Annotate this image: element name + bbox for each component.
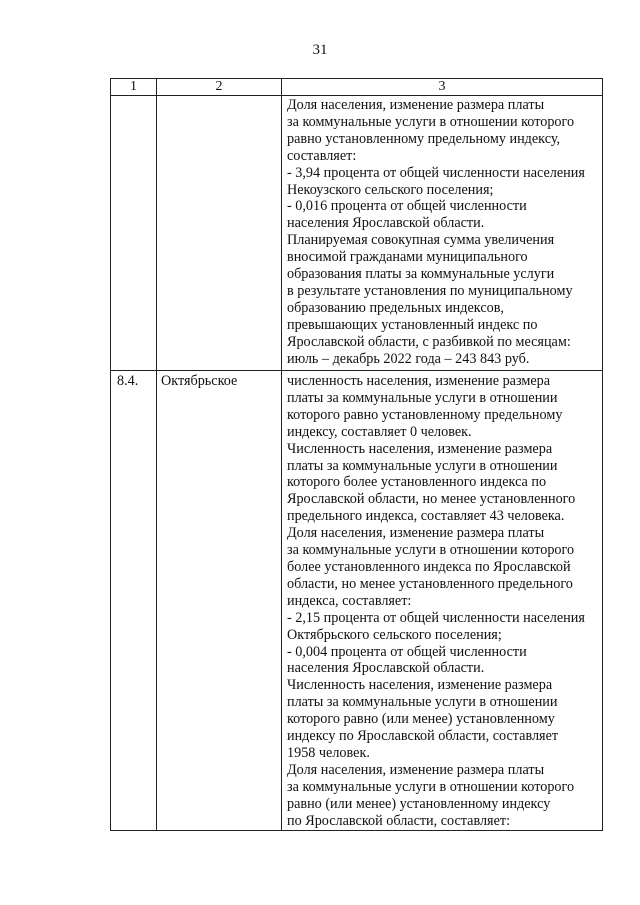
table-row: [111, 371, 603, 831]
row-description: [282, 96, 603, 371]
text-line: за коммунальные услуги в отношении которого: [287, 542, 575, 559]
text-line: которого равно установленному предельному: [287, 406, 563, 423]
text-line: которого равно (или менее) установленному: [287, 711, 555, 728]
text-line: составляет:: [287, 147, 357, 164]
text-line: - 0,004 процента от общей численности: [287, 643, 527, 660]
text-line: образования платы за коммунальные услуги: [287, 266, 555, 283]
text-line: Доля населения, изменение размера платы: [287, 761, 545, 778]
table-row: [111, 96, 603, 371]
column-header-2: 2: [157, 79, 282, 96]
text-line: превышающих установленный индекс по: [287, 316, 538, 333]
text-line: индексу, составляет 0 человек.: [287, 423, 472, 440]
column-header-1: 1: [111, 79, 157, 96]
text-line: - 3,94 процента от общей численности населения: [287, 164, 585, 181]
text-line: за коммунальные услуги в отношении которого: [287, 778, 575, 795]
text-line: 1958 человек.: [287, 744, 370, 761]
text-line: равно установленному предельному индексу,: [287, 130, 561, 147]
text-line: которого более установленного индекса по: [287, 474, 547, 491]
text-line: Ярославской области, но менее установленного: [287, 491, 576, 508]
text-line: - 2,15 процента от общей численности населения: [287, 609, 585, 626]
document-table: [110, 78, 603, 831]
text-line: Ярославской области, с разбивкой по месяцам:: [287, 333, 571, 350]
text-line: населения Ярославской области.: [287, 660, 485, 677]
text-line: предельного индекса, составляет 43 человека.: [287, 508, 565, 525]
text-line: платы за коммунальные услуги в отношении: [287, 389, 558, 406]
text-line: Планируемая совокупная сумма увеличения: [287, 232, 555, 249]
text-line: Октябрьского сельского поселения;: [287, 626, 502, 643]
text-line: июль – декабрь 2022 года – 243 843 руб.: [287, 350, 530, 367]
row-description: [282, 371, 603, 831]
text-line: образованию предельных индексов,: [287, 299, 504, 316]
column-header-3: 3: [282, 79, 603, 96]
row-number: 8.4.: [111, 371, 157, 831]
table-header-row: [111, 79, 603, 96]
text-line: платы за коммунальные услуги в отношении: [287, 694, 558, 711]
text-line: индекса, составляет:: [287, 592, 412, 609]
text-line: индексу по Ярославской области, составляет: [287, 728, 559, 745]
text-line: населения Ярославской области.: [287, 215, 485, 232]
page-number: 31: [312, 42, 328, 58]
text-line: по Ярославской области, составляет:: [287, 812, 511, 829]
text-line: Доля населения, изменение размера платы: [287, 525, 545, 542]
text-line: Некоузского сельского поселения;: [287, 181, 494, 198]
text-line: области, но менее установленного предельного: [287, 575, 573, 592]
text-line: за коммунальные услуги в отношении которого: [287, 113, 575, 130]
row-settlement-name: Октябрьское: [157, 371, 282, 831]
text-line: - 0,016 процента от общей численности: [287, 198, 527, 215]
text-line: вносимой гражданами муниципального: [287, 249, 528, 266]
text-line: Численность населения, изменение размера: [287, 677, 553, 694]
text-line: равно (или менее) установленному индексу: [287, 795, 551, 812]
text-line: более установленного индекса по Ярославской: [287, 558, 571, 575]
row-settlement-name: [157, 96, 282, 371]
text-line: Численность населения, изменение размера: [287, 440, 553, 457]
text-line: численность населения, изменение размера: [287, 373, 551, 389]
text-line: Доля населения, изменение размера платы: [287, 97, 545, 113]
text-line: в результате установления по муниципальному: [287, 282, 573, 299]
row-number: [111, 96, 157, 371]
text-line: платы за коммунальные услуги в отношении: [287, 457, 558, 474]
